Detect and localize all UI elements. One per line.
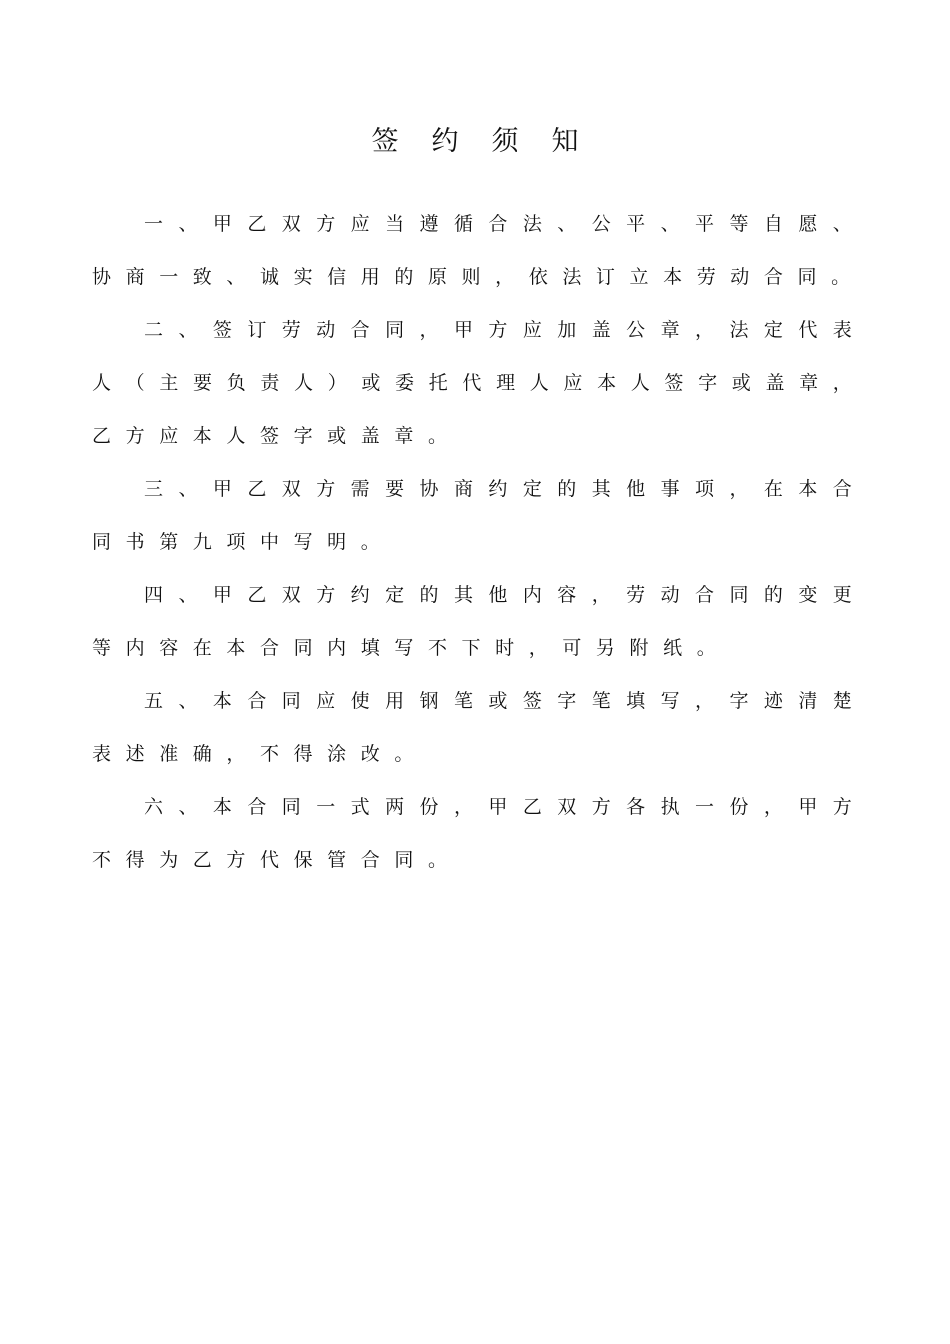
page-title: 签约须知 bbox=[371, 126, 612, 157]
paragraph-4 bbox=[92, 569, 852, 675]
paragraph-1 bbox=[92, 198, 852, 304]
paragraph-line: 协 商 一 致 、 诚 实 信 用 的 原 则 ， 依 法 订 立 本 劳 动 合 同 。 bbox=[92, 266, 851, 288]
paragraph-line: 人 （ 主 要 负 责 人 ） 或 委 托 代 理 人 应 本 人 签 字 或 盖 章 ， bbox=[92, 372, 852, 394]
paragraph-line: 三 、 甲 乙 双 方 需 要 协 商 约 定 的 其 他 事 项 ， 在 本 合 bbox=[144, 478, 852, 500]
document-body bbox=[92, 198, 852, 887]
paragraph-line: 一 、 甲 乙 双 方 应 当 遵 循 合 法 、 公 平 、 平 等 自 愿 、 bbox=[144, 213, 852, 235]
paragraph-line: 四 、 甲 乙 双 方 约 定 的 其 他 内 容 ， 劳 动 合 同 的 变 更 bbox=[144, 584, 852, 606]
paragraph-line: 五 、 本 合 同 应 使 用 钢 笔 或 签 字 笔 填 写 ， 字 迹 清 楚 bbox=[144, 690, 852, 712]
paragraph-line: 乙 方 应 本 人 签 字 或 盖 章 。 bbox=[92, 425, 447, 447]
paragraph-2 bbox=[92, 304, 852, 463]
paragraph-3 bbox=[92, 463, 852, 569]
paragraph-line: 六 、 本 合 同 一 式 两 份 ， 甲 乙 双 方 各 执 一 份 ， 甲 方 bbox=[144, 796, 852, 818]
paragraph-line: 同 书 第 九 项 中 写 明 。 bbox=[92, 531, 380, 553]
paragraph-line: 二 、 签 订 劳 动 合 同 ， 甲 方 应 加 盖 公 章 ， 法 定 代 表 bbox=[144, 319, 852, 341]
paragraph-line: 不 得 为 乙 方 代 保 管 合 同 。 bbox=[92, 849, 447, 871]
paragraph-5 bbox=[92, 675, 852, 781]
paragraph-6 bbox=[92, 781, 852, 887]
paragraph-line: 等 内 容 在 本 合 同 内 填 写 不 下 时 ， 可 另 附 纸 。 bbox=[92, 637, 716, 659]
paragraph-line: 表 述 准 确 ， 不 得 涂 改 。 bbox=[92, 743, 414, 765]
